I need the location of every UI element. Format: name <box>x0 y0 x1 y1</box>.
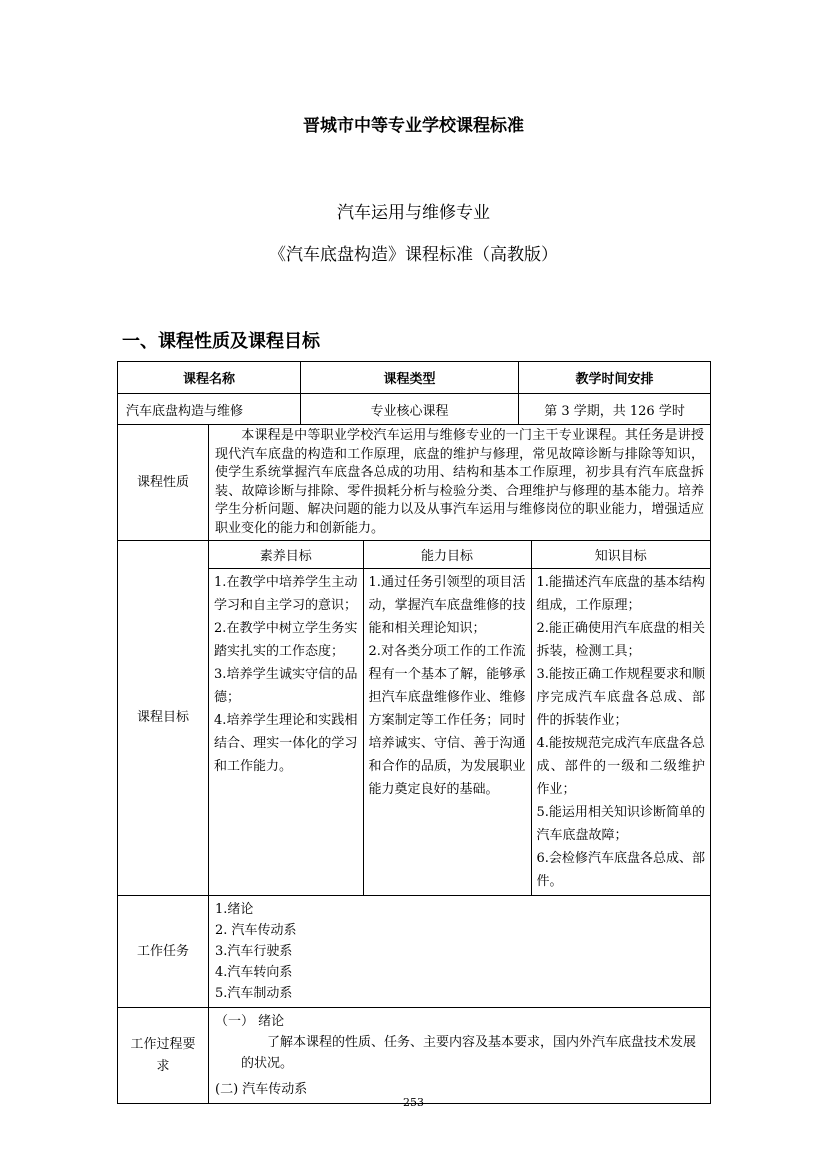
process-item-heading: （一） 绪论 <box>215 1014 285 1029</box>
goals-cell <box>209 541 711 896</box>
major-name: 汽车运用与维修专业 <box>337 203 490 223</box>
list-item: 4.汽车转向系 <box>215 965 293 980</box>
goals-header-literacy: 素养目标 <box>209 541 363 569</box>
list-item: 1.在教学中培养学生主动学习和自主学习的意识； <box>214 575 358 613</box>
tasks-row <box>118 896 711 1008</box>
process-row <box>118 1008 711 1104</box>
process-label: 工作过程要求 <box>118 1008 209 1104</box>
schedule-value: 第 3 学期，共 126 学时 <box>519 394 711 425</box>
tasks-cell <box>209 896 711 1008</box>
process-cell <box>209 1008 711 1104</box>
goals-header-ability: 能力目标 <box>363 541 531 569</box>
course-table <box>117 361 711 1104</box>
list-item: 2.对各类分项工作的工作流程有一个基本了解，能够承担汽车底盘维修作业、维修方案制定等工作任务；同时培养诚实、守信、善于沟通和合作的品质，为发展职业能力奠定良好的基础。 <box>368 644 526 797</box>
list-item: 4.能按规范完成汽车底盘各总成、部件的一级和二级维护作业； <box>536 736 706 797</box>
list-item: 1.通过任务引领型的项目活动，掌握汽车底盘维修的技能和相关理论知识； <box>368 575 526 636</box>
list-item: 5.能运用相关知识诊断简单的汽车底盘故障； <box>536 805 706 843</box>
list-item: 6.会检修汽车底盘各总成、部件。 <box>536 851 706 889</box>
tasks-label: 工作任务 <box>118 896 209 1008</box>
knowledge-goals <box>531 569 710 896</box>
table-header-row <box>118 362 711 394</box>
course-name-value: 汽车底盘构造与维修 <box>118 394 301 425</box>
section-heading: 一、课程性质及课程目标 <box>122 331 320 352</box>
nature-text: 本课程是中等职业学校汽车运用与维修专业的一门主干专业课程。其任务是讲授现代汽车底盘的构造和工作原理，底盘的维护与修理，常见故障诊断与排除等知识，使学生系统掌握汽车底盘各总成的功用、结构和基本工作原理，初步具有汽车底盘拆装、故障诊断与排除、零件损耗分析与检验分类、合理维护与修理的基本能力。培养学生分析问题、解决问题的能力以及从事汽车运用与维修岗位的职业能力，增强适应职业变化的能力和创新能力。 <box>215 428 705 536</box>
list-item: 3.汽车行驶系 <box>215 944 293 959</box>
goals-header-knowledge: 知识目标 <box>531 541 710 569</box>
list-item: 2.在教学中树立学生务实踏实扎实的工作态度； <box>214 621 358 659</box>
nature-label: 课程性质 <box>118 425 209 541</box>
header-course-type: 课程类型 <box>301 362 519 394</box>
goals-header-row <box>209 541 710 569</box>
course-type-value: 专业核心课程 <box>301 394 519 425</box>
page-number: 253 <box>403 1096 424 1109</box>
list-item: 2.能正确使用汽车底盘的相关拆装，检测工具； <box>536 621 706 659</box>
list-item: 3.培养学生诚实守信的品德； <box>214 667 358 705</box>
list-item: 1.绪论 <box>215 902 254 917</box>
list-item: 4.培养学生理论和实践相结合、理实一体化的学习和工作能力。 <box>214 713 358 774</box>
process-item-text <box>215 1032 704 1074</box>
list-item: 3.能按正确工作规程要求和顺序完成汽车底盘各总成、部件的拆装作业； <box>536 667 706 728</box>
nature-row <box>118 425 711 541</box>
header-course-name: 课程名称 <box>118 362 301 394</box>
course-standard-title: 《汽车底盘构造》课程标准（高教版） <box>269 245 558 265</box>
list-item: 5.汽车制动系 <box>215 986 293 1001</box>
table-row <box>118 394 711 425</box>
process-item-heading: (二) 汽车传动系 <box>215 1082 308 1097</box>
header-schedule: 教学时间安排 <box>519 362 711 394</box>
literacy-goals <box>209 569 363 896</box>
list-item: 1.能描述汽车底盘的基本结构组成，工作原理； <box>536 575 706 613</box>
process-item-text-content: 了解本课程的性质、任务、主要内容及基本要求，国内外汽车底盘技术发展的状况。 <box>241 1035 697 1071</box>
document-title: 晋城市中等专业学校课程标准 <box>303 116 524 136</box>
goals-table <box>209 541 710 895</box>
goals-label: 课程目标 <box>118 541 209 896</box>
goals-content-row <box>209 569 710 896</box>
nature-text-cell <box>209 425 711 541</box>
ability-goals <box>363 569 531 896</box>
list-item: 2. 汽车传动系 <box>215 923 297 938</box>
goals-row <box>118 541 711 896</box>
